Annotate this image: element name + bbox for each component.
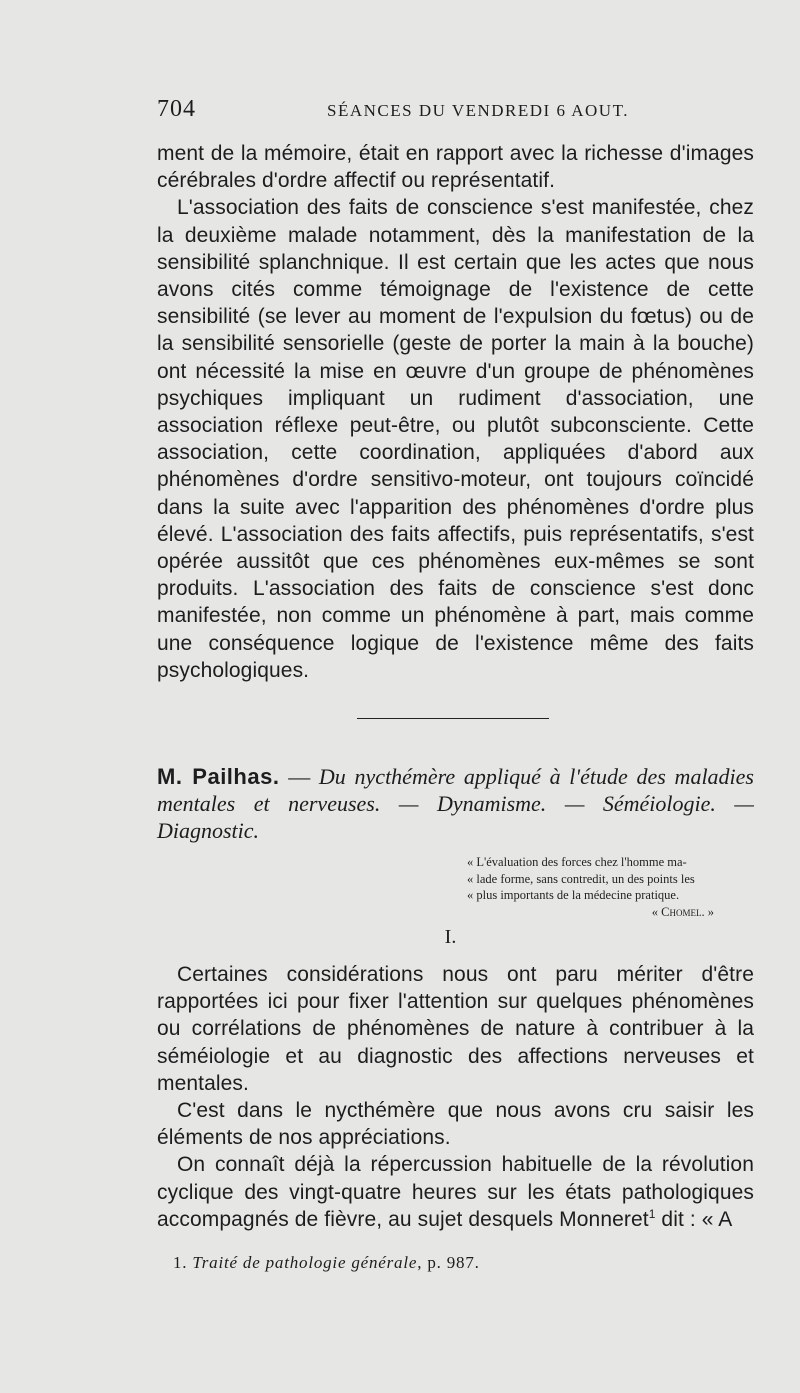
book-page bbox=[157, 96, 754, 1273]
epigraph-attribution: « Chomel. » bbox=[651, 904, 714, 919]
article-title: Du nycthémère appliqué à l'étude des maladies mentales et nerveuses. — Dynamisme. — Séméiologie. — Diagnostic. bbox=[157, 764, 754, 844]
epigraph-line: « lade forme, sans contredit, un des points les bbox=[467, 871, 695, 886]
paragraph-nycthemere: C'est dans le nycthémère que nous avons cru saisir les éléments de nos appréciations. bbox=[157, 1099, 754, 1150]
article-author: M. Pailhas. bbox=[157, 764, 280, 790]
running-title: SÉANCES DU VENDREDI 6 AOUT. bbox=[327, 101, 629, 120]
footnote-title: Traité de pathologie générale bbox=[192, 1253, 418, 1273]
footnote-number: 1. bbox=[173, 1253, 188, 1273]
footnote-reference: , p. 987. bbox=[417, 1253, 480, 1273]
paragraph-repercussion bbox=[157, 1151, 754, 1233]
footnote-marker: 1 bbox=[648, 1206, 656, 1221]
epigraph-line: « L'évaluation des forces chez l'homme ma- bbox=[467, 855, 687, 870]
page-number: 704 bbox=[157, 96, 196, 122]
heading-dash: — bbox=[279, 764, 319, 790]
running-header bbox=[157, 96, 754, 140]
section-divider bbox=[357, 718, 549, 719]
paragraph-continuation: ment de la mémoire, était en rapport avec la richesse d'images cérébrales d'ordre affectif ou représentatif. bbox=[157, 142, 754, 193]
paragraph-text-end: dit : « A bbox=[655, 1207, 733, 1231]
epigraph bbox=[467, 854, 754, 920]
paragraph-considerations: Certaines considérations nous ont paru mériter d'être rapportées ici pour fixer l'attention sur quelques phénomènes ou corrélations de phénomènes de nature à contribuer à la séméiologie et au diagnostic des affections nerveuses et mentales. bbox=[157, 963, 754, 1095]
paragraph-text: On connaît déjà la répercussion habituelle de la révolution cyclique des vingt-quatre heures sur les états pathologiques accompagnés de fièvre, au sujet desquels Monneret bbox=[157, 1153, 754, 1231]
article-heading bbox=[157, 763, 754, 844]
section-number: I. bbox=[444, 926, 457, 949]
epigraph-line: « plus importants de la médecine pratique. bbox=[467, 888, 680, 903]
footnote bbox=[157, 1253, 754, 1273]
paragraph-association: L'association des faits de conscience s'est manifestée, chez la deuxième malade notamment, dès la manifestation de la sensibilité splanchnique. Il est certain que les actes que nous avons cités comme témoignage de l'existence de cette sensibilité (se lever au moment de l'expulsion du fœtus) ou de la sensibilité sensorielle (geste de porter la main à la bouche) ont nécessité la mise en œuvre d'un groupe de phénomènes psychiques impliquant un rudiment d'association, une association réflexe peut-être, ou plutôt subconsciente. Cette association, cette coordination, appliquées d'abord aux phénomènes d'ordre sensitivo-moteur, ont toujours coïncidé dans la suite avec l'apparition des phénomènes d'ordre plus élevé. L'association des faits affectifs, puis représentatifs, s'est opérée aussitôt que ces phénomènes eux-mêmes se sont produits. L'association des faits de conscience s'est donc manifestée, non comme un phénomène à part, mais comme une conséquence logique de l'existence même des faits psychologiques. bbox=[157, 196, 754, 682]
